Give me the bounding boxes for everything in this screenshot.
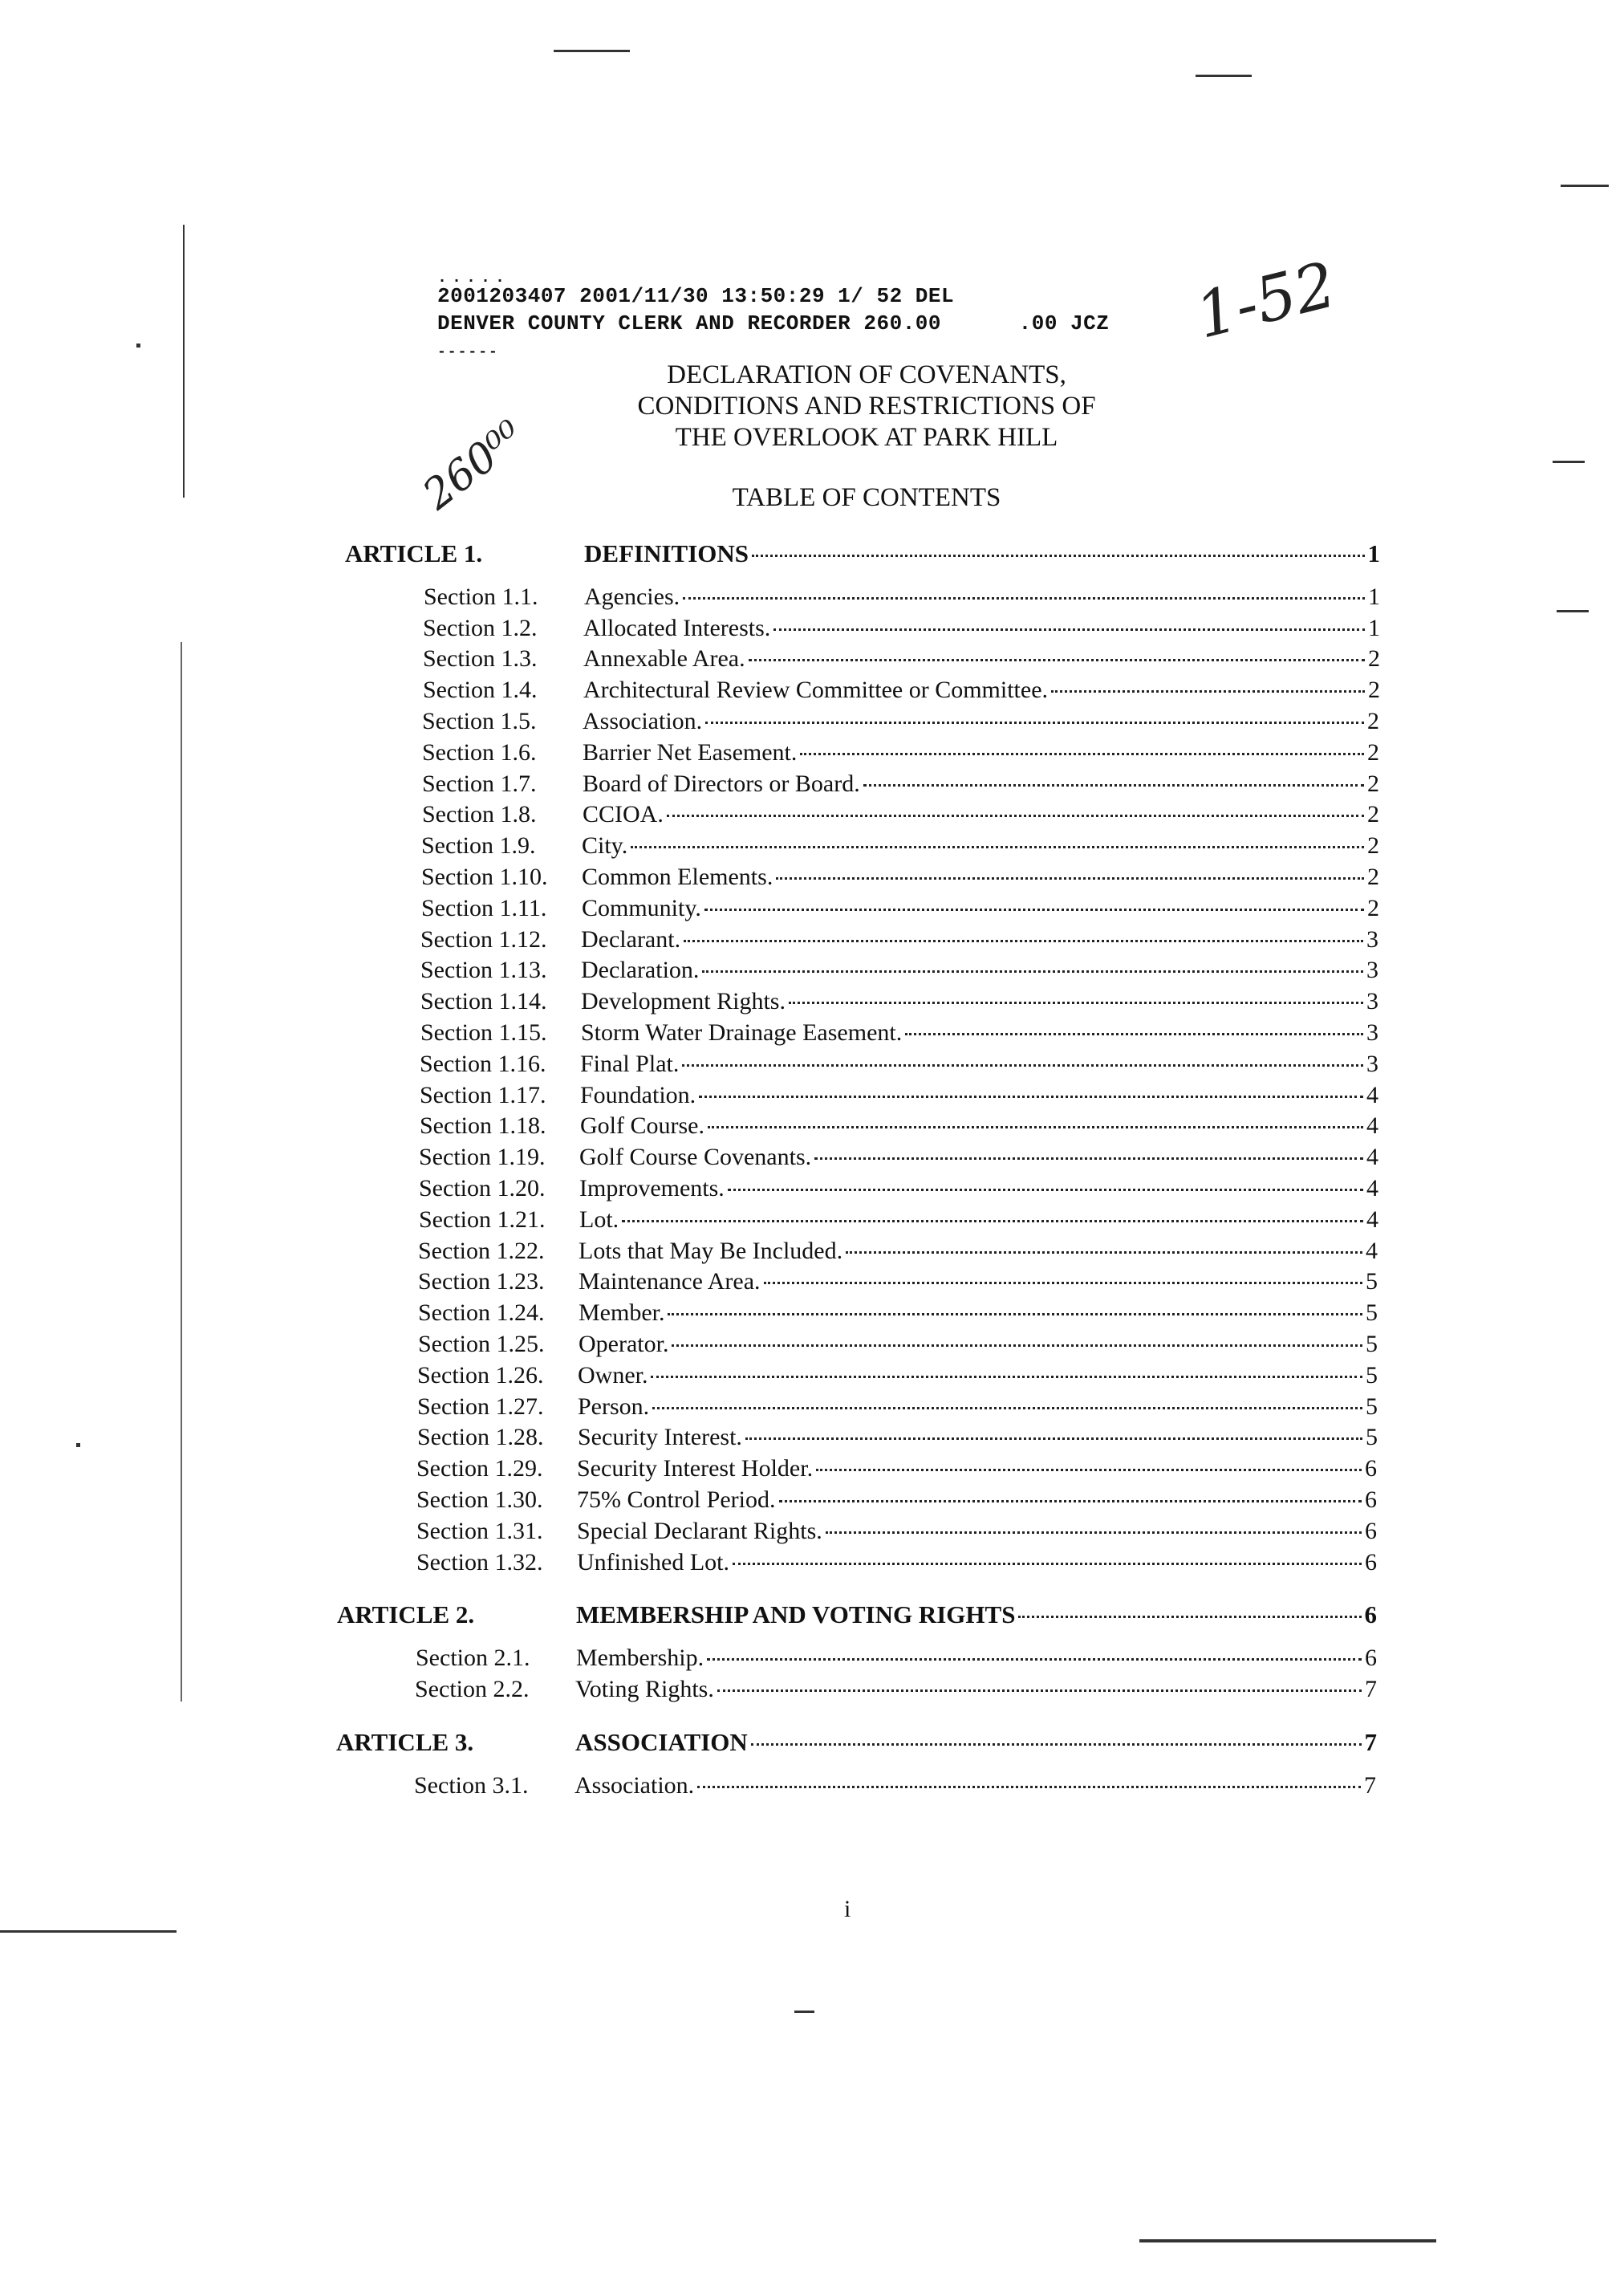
- toc-section-label: Section 1.7.: [422, 770, 537, 797]
- toc-entry: [581, 957, 1378, 984]
- toc-leader-dots: [697, 1785, 1361, 1788]
- title-line-3: THE OVERLOOK AT PARK HILL: [675, 423, 1058, 452]
- toc-page-number: 7: [1364, 1771, 1376, 1799]
- toc-page-number: 2: [1367, 738, 1379, 766]
- toc-entry: [583, 739, 1379, 766]
- toc-entry: [580, 1051, 1378, 1078]
- toc-section-title: Declaration.: [581, 957, 700, 984]
- toc-section-row: [0, 1676, 1624, 1706]
- toc-section-label: Section 2.1.: [416, 1645, 530, 1672]
- toc-entry: [576, 1600, 1377, 1629]
- toc-leader-dots: [779, 1499, 1362, 1502]
- toc-section-label: Section 1.21.: [419, 1206, 546, 1233]
- toc-page-number: 5: [1366, 1424, 1378, 1451]
- toc-entry: [583, 801, 1379, 828]
- toc-section-label: Section 1.19.: [419, 1144, 546, 1171]
- toc-article-label: ARTICLE 2.: [337, 1600, 475, 1629]
- toc-article-row: [0, 1728, 1624, 1759]
- toc-leader-dots: [717, 1689, 1362, 1692]
- toc-leader-dots: [728, 1188, 1363, 1191]
- toc-entry: [575, 1676, 1377, 1703]
- toc-page-number: 1: [1367, 539, 1380, 567]
- toc-page-number: 6: [1365, 1548, 1377, 1576]
- handwritten-page-count: 1-52: [1188, 249, 1343, 353]
- toc-entry: [580, 1082, 1378, 1109]
- toc-section-label: Section 1.14.: [420, 988, 547, 1015]
- toc-section-row: [0, 677, 1624, 707]
- toc-section-row: [0, 1268, 1624, 1299]
- toc-leader-dots: [1018, 1615, 1361, 1618]
- toc-leader-dots: [631, 845, 1364, 848]
- toc-article-title: DEFINITIONS: [584, 539, 749, 567]
- toc-section-title: Maintenance Area.: [579, 1268, 761, 1295]
- toc-leader-dots: [702, 970, 1363, 973]
- toc-section-title: Association.: [583, 708, 703, 734]
- toc-section-title: Member.: [579, 1299, 665, 1327]
- toc-entry: [581, 926, 1378, 953]
- toc-section-row: [0, 770, 1624, 801]
- toc-section-title: 75% Control Period.: [577, 1486, 776, 1513]
- toc-leader-dots: [749, 658, 1365, 661]
- toc-page-number: 2: [1367, 708, 1379, 734]
- toc-section-label: Section 1.6.: [422, 738, 537, 766]
- toc-entry: [583, 677, 1380, 704]
- toc-leader-dots: [826, 1531, 1362, 1534]
- toc-section-title: Development Rights.: [581, 988, 786, 1015]
- toc-section-title: Foundation.: [580, 1081, 696, 1108]
- handwritten-fee: 260⁰⁰: [414, 411, 534, 520]
- toc-entry: [578, 1393, 1378, 1421]
- toc-section-row: [0, 1518, 1624, 1548]
- toc-article-label: ARTICLE 1.: [345, 539, 483, 567]
- toc-page-number: 6: [1365, 1486, 1377, 1513]
- toc-section-label: Section 1.15.: [420, 1019, 547, 1046]
- toc-entry: [579, 1331, 1378, 1358]
- toc-leader-dots: [846, 1250, 1362, 1254]
- toc-section-row: [0, 895, 1624, 925]
- toc-leader-dots: [705, 721, 1364, 724]
- toc-section-row: [0, 1486, 1624, 1517]
- toc-entry: [582, 864, 1379, 891]
- scan-dash: [794, 2011, 814, 2013]
- toc-leader-dots: [683, 596, 1365, 600]
- toc-article-title: ASSOCIATION: [575, 1727, 748, 1756]
- toc-entry: [577, 1549, 1377, 1576]
- toc-page-number: 4: [1366, 1144, 1378, 1171]
- toc-entry: [579, 1238, 1378, 1265]
- toc-section-label: Section 1.3.: [423, 645, 538, 673]
- toc-section-label: Section 1.2.: [423, 614, 538, 641]
- toc-section-title: Board of Directors or Board.: [583, 770, 860, 797]
- toc-leader-dots: [667, 814, 1364, 817]
- toc-section-title: Barrier Net Easement.: [583, 738, 798, 766]
- toc-leader-dots: [751, 1742, 1362, 1746]
- toc-page-number: 7: [1364, 1727, 1377, 1756]
- toc-section-row: [0, 1238, 1624, 1268]
- toc-section-label: Section 1.30.: [416, 1486, 543, 1513]
- toc-section-title: Association.: [574, 1771, 695, 1799]
- toc-entry: [579, 1206, 1378, 1234]
- toc-heading: TABLE OF CONTENTS: [732, 483, 1001, 512]
- toc-page-number: 4: [1366, 1237, 1378, 1264]
- toc-section-title: Security Interest.: [578, 1424, 742, 1451]
- toc-entry: [579, 1144, 1378, 1171]
- toc-page-number: 7: [1365, 1676, 1377, 1702]
- toc-section-row: [0, 1362, 1624, 1393]
- toc-section-row: [0, 708, 1624, 738]
- toc-section-row: [0, 1112, 1624, 1143]
- toc-section-label: Section 1.12.: [420, 925, 547, 953]
- toc-leader-dots: [733, 1562, 1362, 1565]
- toc-leader-dots: [814, 1157, 1363, 1160]
- toc-page-number: 6: [1364, 1600, 1377, 1629]
- toc-entry: [576, 1645, 1377, 1672]
- toc-page-number: 5: [1366, 1331, 1378, 1357]
- toc-page-number: 6: [1365, 1455, 1377, 1482]
- toc-section-title: Golf Course Covenants.: [579, 1144, 812, 1171]
- toc-page-number: 3: [1366, 1019, 1378, 1046]
- page-number: i: [844, 1896, 851, 1922]
- toc-section-label: Section 3.1.: [414, 1771, 529, 1799]
- toc-section-row: [0, 1144, 1624, 1174]
- toc-section-row: [0, 864, 1624, 894]
- toc-page-number: 2: [1368, 677, 1380, 704]
- toc-section-title: Agencies.: [584, 583, 680, 610]
- toc-leader-dots: [699, 1095, 1363, 1098]
- toc-entry: [584, 539, 1380, 568]
- toc-section-label: Section 1.25.: [418, 1331, 545, 1357]
- toc-entry: [577, 1486, 1377, 1514]
- toc-entry: [583, 708, 1379, 735]
- toc-article-row: [0, 539, 1624, 570]
- toc-section-row: [0, 1393, 1624, 1424]
- toc-section-row: [0, 957, 1624, 987]
- toc-section-label: Section 1.18.: [420, 1112, 546, 1140]
- toc-section-row: [0, 801, 1624, 831]
- toc-entry: [577, 1518, 1377, 1545]
- toc-section-label: Section 1.5.: [422, 708, 537, 734]
- toc-page-number: 6: [1365, 1645, 1377, 1672]
- toc-section-title: Allocated Interests.: [583, 614, 771, 641]
- toc-section-title: Voting Rights.: [575, 1676, 714, 1702]
- toc-section-label: Section 1.28.: [417, 1424, 544, 1451]
- toc-section-label: Section 1.20.: [419, 1175, 546, 1201]
- scan-dash: [0, 1930, 177, 1933]
- toc-entry: [584, 583, 1380, 611]
- toc-section-title: Final Plat.: [580, 1050, 680, 1077]
- toc-section-label: Section 1.31.: [416, 1517, 543, 1544]
- toc-section-label: Section 1.4.: [423, 677, 538, 704]
- toc-leader-dots: [704, 908, 1364, 911]
- toc-section-title: Improvements.: [579, 1175, 725, 1201]
- scan-dot: [136, 344, 140, 348]
- toc-section-row: [0, 1549, 1624, 1580]
- toc-section-title: Common Elements.: [582, 864, 773, 890]
- toc-section-title: Owner.: [578, 1361, 648, 1389]
- toc-section-label: Section 1.23.: [418, 1268, 545, 1295]
- toc-section-row: [0, 615, 1624, 645]
- toc-section-label: Section 1.10.: [421, 864, 548, 890]
- toc-section-row: [0, 1082, 1624, 1112]
- toc-section-row: [0, 832, 1624, 863]
- toc-section-row: [0, 1772, 1624, 1803]
- document-title: [562, 360, 1171, 453]
- toc-section-title: Special Declarant Rights.: [577, 1517, 822, 1544]
- toc-section-row: [0, 1455, 1624, 1486]
- toc-page-number: 4: [1366, 1081, 1378, 1108]
- toc-page-number: 3: [1366, 988, 1378, 1015]
- toc-leader-dots: [800, 752, 1364, 755]
- toc-leader-dots: [682, 1063, 1363, 1067]
- scan-dash: [1553, 461, 1585, 463]
- toc-section-row: [0, 926, 1624, 957]
- toc-section-label: Section 1.26.: [417, 1361, 544, 1389]
- toc-section-title: Annexable Area.: [583, 645, 745, 673]
- toc-page-number: 4: [1366, 1175, 1378, 1201]
- toc-section-title: CCIOA.: [583, 801, 664, 828]
- toc-section-title: Community.: [582, 894, 701, 921]
- scan-dash: [554, 50, 630, 52]
- toc-section-title: Declarant.: [581, 925, 681, 953]
- toc-leader-dots: [652, 1406, 1362, 1409]
- toc-leader-dots: [668, 1312, 1362, 1315]
- toc-section-title: Security Interest Holder.: [577, 1455, 814, 1482]
- toc-page-number: 2: [1367, 832, 1379, 860]
- toc-section-title: Operator.: [579, 1331, 669, 1357]
- toc-section-row: [0, 645, 1624, 676]
- toc-section-title: Storm Water Drainage Easement.: [581, 1019, 903, 1046]
- toc-page-number: 2: [1367, 894, 1379, 921]
- stamp-line-1: 2001203407 2001/11/30 13:50:29 1/ 52 DEL: [437, 284, 955, 308]
- toc-section-row: [0, 1424, 1624, 1454]
- toc-section-title: Golf Course.: [580, 1112, 704, 1140]
- toc-page-number: 4: [1366, 1112, 1378, 1140]
- toc-entry: [579, 1299, 1378, 1327]
- toc-section-label: Section 1.22.: [418, 1237, 545, 1264]
- toc-page-number: 3: [1366, 925, 1378, 953]
- toc-section-label: Section 1.17.: [420, 1081, 546, 1108]
- toc-section-row: [0, 739, 1624, 770]
- toc-section-row: [0, 1019, 1624, 1050]
- toc-entry: [579, 1175, 1378, 1202]
- toc-section-title: Unfinished Lot.: [577, 1548, 729, 1576]
- toc-leader-dots: [764, 1281, 1362, 1284]
- toc-page-number: 5: [1366, 1268, 1378, 1295]
- toc-section-label: Section 1.13.: [420, 957, 547, 984]
- toc-leader-dots: [708, 1125, 1363, 1128]
- toc-entry: [583, 770, 1379, 798]
- toc-section-label: Section 1.1.: [424, 583, 538, 610]
- toc-page-number: 5: [1366, 1299, 1378, 1327]
- toc-article-row: [0, 1600, 1624, 1631]
- toc-leader-dots: [752, 554, 1365, 557]
- toc-section-row: [0, 988, 1624, 1019]
- toc-article-title: MEMBERSHIP AND VOTING RIGHTS: [576, 1600, 1016, 1629]
- toc-section-row: [0, 1206, 1624, 1237]
- toc-section-label: Section 1.24.: [418, 1299, 545, 1327]
- toc-page-number: 5: [1366, 1361, 1378, 1389]
- toc-entry: [577, 1455, 1377, 1482]
- title-line-1: DECLARATION OF COVENANTS,: [667, 360, 1066, 389]
- toc-page-number: 3: [1366, 1050, 1378, 1077]
- toc-leader-dots: [622, 1219, 1363, 1222]
- toc-leader-dots: [672, 1344, 1362, 1347]
- toc-entry: [578, 1424, 1378, 1451]
- toc-page-number: 6: [1365, 1517, 1377, 1544]
- toc-leader-dots: [707, 1657, 1362, 1661]
- toc-section-label: Section 1.27.: [417, 1393, 544, 1420]
- scan-edge-line: [183, 225, 185, 498]
- toc-section-row: [0, 583, 1624, 614]
- toc-section-label: Section 1.29.: [416, 1455, 543, 1482]
- toc-section-row: [0, 1299, 1624, 1330]
- toc-page-number: 1: [1368, 583, 1380, 610]
- toc-section-title: City.: [582, 832, 628, 860]
- toc-section-label: Section 1.32.: [416, 1548, 543, 1576]
- toc-section-title: Lots that May Be Included.: [579, 1237, 843, 1264]
- toc-page-number: 2: [1367, 801, 1379, 828]
- toc-section-row: [0, 1331, 1624, 1361]
- scan-dash: [1139, 2239, 1436, 2242]
- recording-stamp: [437, 269, 1110, 360]
- toc-entry: [579, 1268, 1378, 1295]
- scan-dash: [1561, 185, 1609, 187]
- stamp-dots: .....: [437, 269, 510, 287]
- toc-section-title: Lot.: [579, 1206, 619, 1233]
- toc-article-label: ARTICLE 3.: [336, 1727, 474, 1756]
- toc-page-number: 2: [1367, 864, 1379, 890]
- toc-section-label: Section 1.9.: [421, 832, 536, 860]
- toc-section-title: Membership.: [576, 1645, 704, 1672]
- toc-section-label: Section 1.16.: [420, 1050, 546, 1077]
- toc-leader-dots: [863, 783, 1364, 787]
- toc-entry: [580, 1112, 1378, 1140]
- toc-entry: [583, 615, 1380, 642]
- toc-section-label: Section 1.11.: [421, 894, 547, 921]
- stamp-line-2: DENVER COUNTY CLERK AND RECORDER 260.00 .00 JCZ: [437, 311, 1110, 335]
- scan-dash: [1196, 75, 1252, 77]
- toc-leader-dots: [745, 1437, 1362, 1440]
- toc-page-number: 3: [1366, 957, 1378, 984]
- toc-leader-dots: [816, 1468, 1362, 1471]
- toc-entry: [578, 1362, 1378, 1389]
- toc-entry: [575, 1728, 1377, 1757]
- toc-entry: [581, 988, 1378, 1015]
- toc-entry: [582, 895, 1379, 922]
- toc-section-title: Person.: [578, 1393, 650, 1420]
- toc-page-number: 4: [1366, 1206, 1378, 1233]
- toc-leader-dots: [1051, 689, 1365, 693]
- toc-leader-dots: [789, 1001, 1363, 1004]
- toc-entry: [574, 1772, 1376, 1799]
- title-line-2: CONDITIONS AND RESTRICTIONS OF: [637, 392, 1096, 421]
- toc-section-title: Architectural Review Committee or Committee.: [583, 677, 1049, 704]
- toc-section-row: [0, 1175, 1624, 1206]
- toc-page-number: 2: [1368, 645, 1380, 673]
- toc-leader-dots: [651, 1375, 1362, 1378]
- toc-section-label: Section 2.2.: [415, 1676, 530, 1702]
- toc-entry: [583, 645, 1380, 673]
- toc-leader-dots: [684, 939, 1363, 942]
- toc-section-row: [0, 1051, 1624, 1081]
- toc-entry: [581, 1019, 1378, 1047]
- toc-leader-dots: [773, 628, 1365, 631]
- toc-entry: [582, 832, 1379, 860]
- toc-section-row: [0, 1645, 1624, 1675]
- toc-page-number: 1: [1368, 614, 1380, 641]
- toc-page-number: 5: [1366, 1393, 1378, 1420]
- toc-leader-dots: [776, 876, 1364, 880]
- toc-section-label: Section 1.8.: [422, 801, 537, 828]
- toc-page-number: 2: [1367, 770, 1379, 797]
- stamp-dashes: ------: [437, 344, 499, 360]
- toc-leader-dots: [905, 1032, 1363, 1035]
